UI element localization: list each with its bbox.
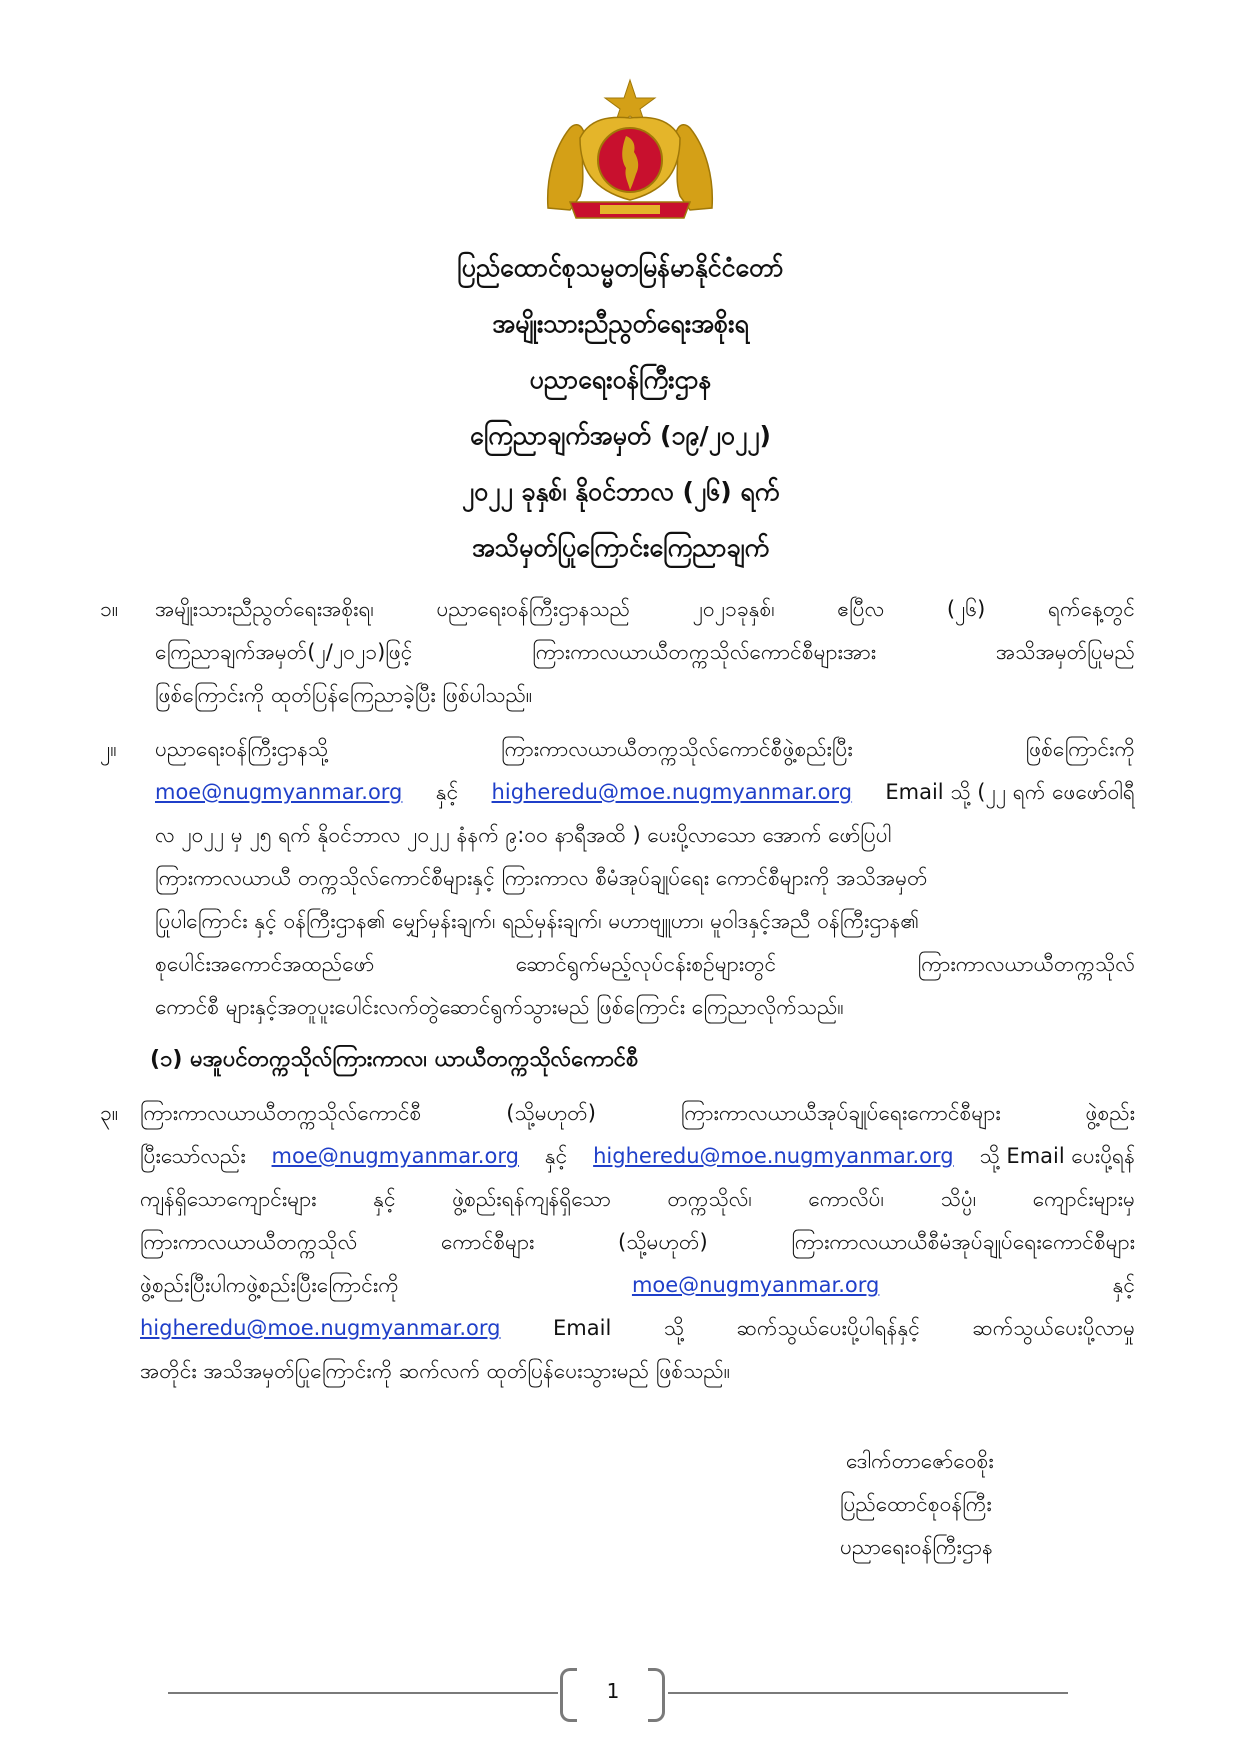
text-segment: ဧပြီလ	[837, 597, 885, 621]
paragraph-number: ၁။	[100, 597, 119, 621]
text-segment: ကြားကာလယာယီတက္ကသိုလ်ကောင်စီများအား	[532, 640, 877, 664]
paragraph-line	[155, 771, 1135, 814]
text-segment: ဆက်သွယ်ပေးပို့လာမှု	[972, 1316, 1135, 1340]
text-segment: ကြေညာချက်အမှတ်(၂/၂၀၂၁)ဖြင့်	[155, 640, 413, 664]
text-segment: Email	[553, 1316, 612, 1340]
email-link-moe[interactable]: moe@nugmyanmar.org	[631, 1273, 880, 1297]
paragraph-line: လ ၂၀၂၂ မှ ၂၅ ရက် နိုဝင်ဘာလ ၂၀၂၂ နံနက် ၉:၀၀ နာရီအထိ ) ပေးပို့လာသော အောက် ဖော်ပြပါ	[155, 823, 892, 847]
text-segment: ကြားကာလယာယီတက္ကသိုလ်ကောင်စီဖွဲ့စည်းပြီး	[501, 737, 853, 761]
text-segment: သို့	[663, 1316, 685, 1340]
paragraph-line	[155, 588, 1135, 631]
text-segment: ၂၀၂၁ခုနှစ်၊	[692, 597, 775, 621]
signature-block	[840, 1440, 1080, 1569]
text-segment: ဖွဲ့စည်းပြီးပါကဖွဲ့စည်းပြီးကြောင်းကို	[140, 1273, 399, 1297]
text-segment: ဆောင်ရွက်မည့်လုပ်ငန်းစဉ်များတွင်	[515, 952, 777, 976]
paragraph-line	[155, 728, 1135, 771]
text-segment: ကြားကာလယာယီတက္ကသိုလ်	[140, 1230, 358, 1254]
text-segment: ကြားကာလယာယီအုပ်ချုပ်ရေးကောင်စီများ	[680, 1101, 1001, 1125]
announcement-date: ၂၀၂၂ ခုနှစ်၊ နိုဝင်ဘာလ (၂၆) ရက်	[461, 477, 780, 506]
email-link-higheredu[interactable]: higheredu@moe.nugmyanmar.org	[491, 780, 853, 804]
paragraph-line	[140, 1135, 1135, 1178]
header-block	[0, 240, 1241, 576]
email-link-moe[interactable]: moe@nugmyanmar.org	[155, 780, 403, 804]
text-segment: ပညာရေးဝန်ကြီးဌာနသို့	[155, 737, 329, 761]
text-segment: ကောလိပ်၊	[808, 1187, 884, 1211]
text-segment: နှင့်	[435, 780, 459, 804]
paragraph-line	[140, 1178, 1135, 1221]
country-title: ပြည်ထောင်စုသမ္မတမြန်မာနိုင်ငံတော်	[457, 253, 784, 282]
text-segment: ဖွဲ့စည်း	[1085, 1101, 1135, 1125]
text-segment: ကျောင်းများမှ	[1032, 1187, 1135, 1211]
text-segment: ကြားကာလယာယီတက္ကသိုလ်ကောင်စီ	[140, 1101, 422, 1125]
paragraph-line: ကောင်စီ များနှင့်အတူပူးပေါင်းလက်တွဲဆောင်ရွက်သွားမည် ဖြစ်ကြောင်း ကြေညာလိုက်သည်။	[155, 995, 844, 1019]
paragraph-line: အတိုင်း အသိအမှတ်ပြုကြောင်းကို ဆက်လက် ထုတ်ပြန်ပေးသွားမည် ဖြစ်သည်။	[140, 1359, 731, 1383]
text-segment: စုပေါင်းအကောင်အထည်ဖော်	[155, 952, 375, 976]
text-segment: ဖြစ်ကြောင်းကို	[1025, 737, 1135, 761]
announcement-number: ကြေညာချက်အမှတ် (၁၉/၂၀၂၂)	[470, 421, 771, 450]
text-segment: ကြားကာလယာယီစီမံအုပ်ချုပ်ရေးကောင်စီများ	[791, 1230, 1135, 1254]
email-link-higheredu[interactable]: higheredu@moe.nugmyanmar.org	[593, 1144, 954, 1168]
text-segment: သိပ္ပံ၊	[940, 1187, 977, 1211]
announcement-title: အသိမှတ်ပြုကြောင်းကြေညာချက်	[471, 533, 770, 562]
text-segment: ကြားကာလယာယီတက္ကသိုလ်	[917, 952, 1135, 976]
signatory-name: ဒေါက်တာဇော်ဝေစိုး	[846, 1449, 994, 1473]
text-segment: အသိအမှတ်ပြုမည်	[995, 640, 1135, 664]
text-segment: ဆက်သွယ်ပေးပို့ပါရန်နှင့်	[736, 1316, 920, 1340]
text-segment: အမျိုးသားညီညွတ်ရေးအစိုးရ၊	[155, 597, 374, 621]
paragraph-line: ပြုပါကြောင်း နှင့် ဝန်ကြီးဌာန၏ မျှော်မှန်းချက်၊ ရည်မှန်းချက်၊ မဟာဗျူဟာ၊ မူဝါဒနှင့်အညီ ဝန်ကြီးဌာန၏	[155, 909, 920, 933]
government-title: အမျိုးသားညီညွတ်ရေးအစိုးရ	[492, 309, 749, 338]
email-link-moe[interactable]: moe@nugmyanmar.org	[271, 1144, 519, 1168]
paragraph-number: ၂။	[100, 737, 117, 761]
section-subheading: (၁) မအူပင်တက္ကသိုလ်ကြားကာလ၊ ယာယီတက္ကသိုလ်ကောင်စီ	[150, 1047, 639, 1072]
page-number: 1	[606, 1679, 620, 1703]
text-segment: ရက်နေ့တွင်	[1047, 597, 1135, 621]
text-segment: တက္ကသိုလ်၊	[667, 1187, 752, 1211]
text-segment: သို့ Email ပေးပို့ရန်	[979, 1144, 1135, 1168]
text-segment: (သို့မဟုတ်)	[618, 1230, 708, 1254]
text-segment: ဖွဲ့စည်းရန်ကျန်ရှိသော	[452, 1187, 611, 1211]
paragraph-number: ၃။	[100, 1101, 119, 1125]
signatory-ministry: ပညာရေးဝန်ကြီးဌာန	[840, 1535, 993, 1559]
text-segment: နှင့်	[1112, 1273, 1135, 1297]
paragraph-line	[140, 1221, 1135, 1264]
paragraph-line: ကြားကာလယာယီ တက္ကသိုလ်ကောင်စီများနှင့် ကြားကာလ စီမံအုပ်ချုပ်ရေး ကောင်စီများကို အသိအမှတ်	[155, 866, 928, 890]
text-segment: (သို့မဟုတ်)	[506, 1101, 596, 1125]
paragraph-line	[140, 1092, 1135, 1135]
text-segment: နှင့်	[373, 1187, 396, 1211]
signatory-title: ပြည်ထောင်စုဝန်ကြီး	[840, 1492, 992, 1516]
text-segment: (၂၆)	[946, 597, 986, 621]
text-segment: Email သို့ (၂၂ ရက် ဖေဖော်ဝါရီ	[885, 780, 1135, 804]
text-segment: ပညာရေးဝန်ကြီးဌာနသည်	[436, 597, 630, 621]
footer-rule-right	[668, 1692, 1068, 1694]
text-segment: ပြီးသော်လည်း	[140, 1144, 246, 1168]
text-segment: နှင့်	[544, 1144, 568, 1168]
text-segment: ကောင်စီများ	[440, 1230, 535, 1254]
ministry-title: ပညာရေးဝန်ကြီးဌာန	[529, 365, 712, 394]
paragraph-line	[155, 631, 1135, 674]
paragraph-line	[140, 1264, 1135, 1307]
email-link-higheredu[interactable]: higheredu@moe.nugmyanmar.org	[140, 1316, 501, 1340]
page-number-bracket-right	[648, 1668, 665, 1722]
text-segment: ကျန်ရှိသောကျောင်းများ	[140, 1187, 317, 1211]
paragraph-line	[155, 943, 1135, 986]
state-emblem-logo	[540, 78, 720, 228]
page-number-bracket-left	[560, 1668, 577, 1722]
paragraph-line: ဖြစ်ကြောင်းကို ထုတ်ပြန်ကြေညာခဲ့ပြီး ဖြစ်ပါသည်။	[155, 683, 533, 707]
paragraph-line	[140, 1307, 1135, 1350]
footer-rule-left	[168, 1692, 558, 1694]
